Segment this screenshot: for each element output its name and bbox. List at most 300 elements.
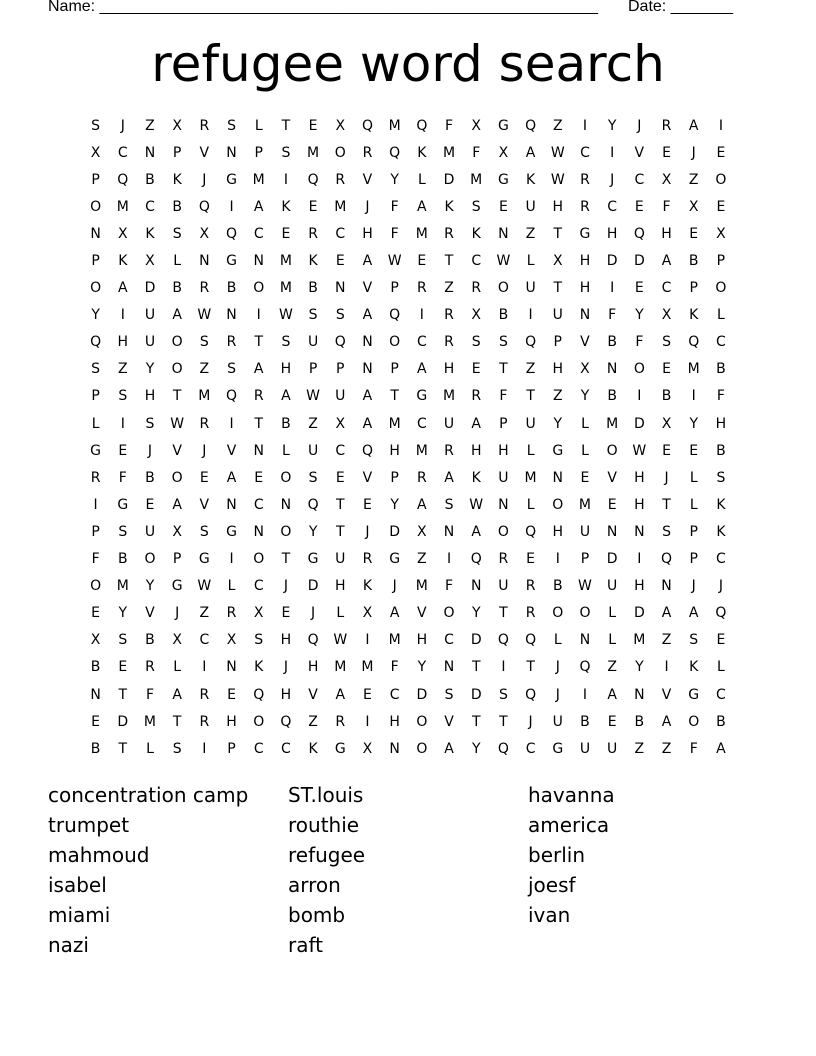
- grid-cell[interactable]: I: [637, 551, 642, 568]
- grid-cell[interactable]: E: [471, 361, 481, 378]
- grid-cell[interactable]: R: [335, 713, 346, 730]
- grid-cell[interactable]: Z: [552, 388, 563, 405]
- grid-cell[interactable]: Y: [390, 171, 399, 188]
- grid-cell[interactable]: X: [498, 144, 509, 161]
- grid-cell[interactable]: T: [553, 280, 563, 297]
- grid-cell[interactable]: N: [389, 740, 400, 757]
- grid-cell[interactable]: M: [307, 144, 320, 161]
- grid-cell[interactable]: M: [252, 171, 265, 188]
- grid-cell[interactable]: Q: [389, 144, 401, 161]
- grid-cell[interactable]: K: [417, 144, 427, 161]
- grid-cell[interactable]: V: [607, 469, 617, 486]
- grid-cell[interactable]: Q: [525, 334, 537, 351]
- grid-cell[interactable]: V: [661, 686, 672, 703]
- grid-cell[interactable]: X: [90, 144, 101, 161]
- grid-cell[interactable]: N: [226, 659, 237, 676]
- grid-cell[interactable]: B: [145, 171, 155, 188]
- grid-cell[interactable]: T: [254, 415, 263, 432]
- grid-cell[interactable]: Z: [145, 117, 155, 134]
- grid-cell[interactable]: J: [147, 442, 153, 459]
- grid-cell[interactable]: V: [362, 469, 373, 486]
- grid-cell[interactable]: E: [607, 713, 617, 730]
- grid-cell[interactable]: S: [118, 523, 128, 540]
- grid-cell[interactable]: S: [227, 361, 236, 378]
- grid-cell[interactable]: K: [689, 659, 699, 676]
- grid-cell[interactable]: H: [634, 469, 645, 486]
- grid-cell[interactable]: L: [173, 253, 182, 270]
- grid-cell[interactable]: R: [226, 605, 237, 622]
- grid-cell[interactable]: H: [606, 225, 618, 242]
- grid-cell[interactable]: Q: [280, 713, 292, 730]
- grid-cell[interactable]: O: [280, 523, 292, 540]
- grid-cell[interactable]: W: [578, 578, 592, 595]
- grid-cell[interactable]: Q: [525, 632, 537, 649]
- grid-cell[interactable]: M: [198, 388, 211, 405]
- grid-cell[interactable]: M: [415, 578, 428, 595]
- grid-cell[interactable]: T: [526, 388, 535, 405]
- grid-cell[interactable]: A: [661, 605, 672, 622]
- grid-cell[interactable]: U: [498, 469, 509, 486]
- grid-cell[interactable]: B: [145, 632, 155, 649]
- grid-cell[interactable]: Q: [307, 171, 319, 188]
- grid-cell[interactable]: M: [442, 388, 456, 405]
- grid-cell[interactable]: T: [499, 361, 508, 378]
- grid-cell[interactable]: F: [91, 551, 100, 568]
- grid-cell[interactable]: B: [117, 551, 128, 568]
- grid-cell[interactable]: H: [552, 523, 564, 540]
- grid-cell[interactable]: O: [715, 171, 727, 188]
- grid-cell[interactable]: C: [117, 144, 128, 161]
- grid-cell[interactable]: E: [281, 225, 291, 242]
- grid-cell[interactable]: Q: [497, 632, 509, 649]
- grid-cell[interactable]: C: [253, 225, 264, 242]
- grid-cell[interactable]: Y: [580, 388, 590, 405]
- grid-cell[interactable]: J: [283, 578, 288, 595]
- grid-cell[interactable]: Y: [471, 605, 481, 622]
- grid-cell[interactable]: J: [392, 578, 397, 595]
- grid-cell[interactable]: O: [171, 334, 183, 351]
- grid-cell[interactable]: I: [582, 117, 588, 134]
- grid-cell[interactable]: G: [552, 442, 564, 459]
- grid-cell[interactable]: O: [389, 334, 401, 351]
- grid-cell[interactable]: Z: [525, 225, 536, 242]
- grid-cell[interactable]: E: [308, 117, 318, 134]
- grid-cell[interactable]: F: [390, 659, 399, 676]
- grid-cell[interactable]: Q: [715, 605, 727, 622]
- grid-cell[interactable]: K: [118, 253, 128, 270]
- grid-cell[interactable]: V: [444, 713, 454, 730]
- grid-cell[interactable]: O: [253, 713, 265, 730]
- grid-cell[interactable]: O: [579, 605, 591, 622]
- grid-cell[interactable]: H: [280, 361, 292, 378]
- grid-cell[interactable]: N: [90, 225, 101, 242]
- grid-cell[interactable]: E: [281, 605, 291, 622]
- grid-cell[interactable]: B: [607, 388, 617, 405]
- grid-cell[interactable]: M: [388, 415, 401, 432]
- grid-cell[interactable]: K: [362, 578, 373, 595]
- grid-cell[interactable]: S: [172, 225, 182, 242]
- grid-cell[interactable]: P: [689, 551, 698, 568]
- grid-cell[interactable]: B: [716, 713, 726, 730]
- grid-cell[interactable]: S: [145, 415, 155, 432]
- grid-cell[interactable]: H: [634, 578, 645, 595]
- grid-cell[interactable]: O: [443, 605, 455, 622]
- grid-cell[interactable]: U: [525, 280, 536, 297]
- grid-cell[interactable]: I: [528, 307, 533, 324]
- grid-cell[interactable]: G: [226, 523, 237, 540]
- grid-cell[interactable]: H: [416, 632, 428, 649]
- grid-cell[interactable]: I: [93, 496, 98, 513]
- grid-cell[interactable]: T: [471, 659, 481, 676]
- grid-cell[interactable]: H: [579, 280, 591, 297]
- grid-cell[interactable]: S: [689, 632, 699, 649]
- grid-cell[interactable]: I: [419, 307, 424, 324]
- grid-cell[interactable]: H: [307, 659, 319, 676]
- grid-cell[interactable]: Y: [689, 415, 698, 432]
- grid-cell[interactable]: B: [498, 307, 509, 324]
- grid-cell[interactable]: Y: [145, 578, 155, 595]
- grid-cell[interactable]: N: [144, 144, 156, 161]
- grid-cell[interactable]: H: [117, 334, 129, 351]
- grid-cell[interactable]: M: [334, 198, 347, 215]
- grid-cell[interactable]: M: [415, 442, 428, 459]
- grid-cell[interactable]: I: [365, 713, 370, 730]
- grid-cell[interactable]: E: [308, 198, 318, 215]
- grid-cell[interactable]: A: [117, 280, 128, 297]
- grid-cell[interactable]: A: [362, 415, 373, 432]
- grid-cell[interactable]: Z: [417, 551, 427, 568]
- grid-cell[interactable]: L: [91, 415, 100, 432]
- grid-cell[interactable]: A: [253, 198, 264, 215]
- grid-cell[interactable]: O: [253, 551, 265, 568]
- grid-cell[interactable]: L: [717, 307, 725, 324]
- grid-cell[interactable]: Q: [117, 171, 129, 188]
- grid-cell[interactable]: K: [716, 496, 726, 513]
- grid-cell[interactable]: D: [633, 605, 645, 622]
- grid-cell[interactable]: T: [254, 334, 263, 351]
- grid-cell[interactable]: R: [525, 605, 536, 622]
- grid-cell[interactable]: T: [118, 686, 128, 703]
- grid-cell[interactable]: N: [661, 578, 672, 595]
- grid-cell[interactable]: L: [146, 740, 154, 757]
- grid-cell[interactable]: H: [634, 496, 645, 513]
- grid-cell[interactable]: P: [91, 171, 100, 188]
- grid-cell[interactable]: F: [499, 388, 508, 405]
- grid-cell[interactable]: P: [91, 253, 100, 270]
- grid-cell[interactable]: M: [442, 144, 456, 161]
- grid-cell[interactable]: G: [171, 578, 183, 595]
- grid-cell[interactable]: T: [662, 496, 671, 513]
- grid-cell[interactable]: A: [335, 686, 346, 703]
- grid-cell[interactable]: F: [608, 307, 617, 324]
- grid-cell[interactable]: W: [306, 388, 321, 405]
- grid-cell[interactable]: H: [226, 713, 237, 730]
- grid-cell[interactable]: Q: [661, 551, 673, 568]
- grid-cell[interactable]: E: [716, 198, 726, 215]
- grid-cell[interactable]: E: [634, 280, 644, 297]
- grid-cell[interactable]: P: [91, 523, 100, 540]
- grid-cell[interactable]: N: [253, 442, 264, 459]
- grid-cell[interactable]: Q: [688, 334, 700, 351]
- grid-cell[interactable]: X: [688, 198, 699, 215]
- grid-cell[interactable]: W: [333, 632, 348, 649]
- grid-cell[interactable]: U: [525, 198, 536, 215]
- grid-cell[interactable]: L: [689, 469, 698, 486]
- grid-cell[interactable]: A: [444, 740, 454, 757]
- grid-cell[interactable]: I: [610, 144, 615, 161]
- grid-cell[interactable]: O: [416, 740, 428, 757]
- grid-cell[interactable]: I: [120, 415, 125, 432]
- grid-cell[interactable]: X: [471, 117, 482, 134]
- grid-cell[interactable]: Z: [552, 117, 563, 134]
- grid-cell[interactable]: I: [664, 659, 669, 676]
- grid-cell[interactable]: A: [362, 307, 373, 324]
- grid-cell[interactable]: R: [498, 551, 509, 568]
- grid-cell[interactable]: J: [175, 605, 180, 622]
- grid-cell[interactable]: P: [553, 334, 562, 351]
- grid-cell[interactable]: X: [172, 632, 182, 649]
- grid-cell[interactable]: L: [336, 605, 345, 622]
- grid-cell[interactable]: J: [610, 171, 615, 188]
- grid-cell[interactable]: I: [718, 117, 723, 134]
- grid-cell[interactable]: X: [552, 253, 563, 270]
- grid-cell[interactable]: E: [145, 496, 155, 513]
- grid-cell[interactable]: Q: [470, 551, 482, 568]
- grid-cell[interactable]: R: [525, 578, 536, 595]
- grid-cell[interactable]: N: [498, 496, 509, 513]
- grid-cell[interactable]: S: [281, 334, 291, 351]
- grid-cell[interactable]: B: [607, 334, 617, 351]
- grid-cell[interactable]: E: [118, 442, 128, 459]
- grid-cell[interactable]: S: [91, 361, 101, 378]
- grid-cell[interactable]: M: [143, 713, 157, 730]
- grid-cell[interactable]: O: [90, 280, 102, 297]
- grid-cell[interactable]: Z: [444, 280, 454, 297]
- grid-cell[interactable]: U: [579, 523, 591, 540]
- grid-cell[interactable]: E: [227, 686, 236, 703]
- grid-cell[interactable]: R: [362, 551, 373, 568]
- grid-cell[interactable]: R: [199, 713, 210, 730]
- grid-cell[interactable]: N: [226, 496, 237, 513]
- grid-cell[interactable]: D: [307, 578, 319, 595]
- grid-cell[interactable]: N: [606, 361, 618, 378]
- grid-cell[interactable]: X: [172, 117, 182, 134]
- grid-cell[interactable]: K: [145, 225, 155, 242]
- grid-cell[interactable]: Z: [607, 659, 617, 676]
- grid-cell[interactable]: E: [662, 361, 671, 378]
- grid-cell[interactable]: Q: [198, 198, 210, 215]
- grid-cell[interactable]: X: [172, 523, 182, 540]
- grid-cell[interactable]: S: [444, 496, 454, 513]
- grid-cell[interactable]: I: [120, 307, 125, 324]
- grid-cell[interactable]: G: [416, 388, 428, 405]
- grid-cell[interactable]: N: [579, 632, 591, 649]
- grid-cell[interactable]: J: [365, 198, 370, 215]
- grid-cell[interactable]: P: [254, 144, 263, 161]
- grid-cell[interactable]: X: [362, 740, 373, 757]
- grid-cell[interactable]: B: [661, 388, 672, 405]
- grid-cell[interactable]: I: [229, 415, 234, 432]
- grid-cell[interactable]: T: [499, 605, 508, 622]
- grid-cell[interactable]: V: [417, 605, 427, 622]
- grid-cell[interactable]: E: [254, 469, 264, 486]
- grid-cell[interactable]: G: [497, 171, 509, 188]
- grid-cell[interactable]: S: [444, 686, 454, 703]
- grid-cell[interactable]: I: [501, 659, 506, 676]
- grid-cell[interactable]: I: [555, 551, 560, 568]
- grid-cell[interactable]: L: [282, 442, 290, 459]
- grid-cell[interactable]: Y: [308, 523, 318, 540]
- grid-cell[interactable]: S: [662, 523, 671, 540]
- grid-cell[interactable]: O: [171, 361, 183, 378]
- grid-cell[interactable]: N: [90, 686, 101, 703]
- grid-cell[interactable]: R: [90, 469, 101, 486]
- grid-cell[interactable]: L: [608, 632, 617, 649]
- grid-cell[interactable]: Y: [390, 496, 399, 513]
- grid-cell[interactable]: U: [552, 713, 563, 730]
- grid-cell[interactable]: C: [716, 551, 726, 568]
- grid-cell[interactable]: W: [170, 415, 185, 432]
- grid-cell[interactable]: D: [606, 253, 618, 270]
- grid-cell[interactable]: M: [279, 280, 292, 297]
- grid-cell[interactable]: F: [390, 225, 399, 242]
- grid-cell[interactable]: C: [525, 740, 536, 757]
- grid-cell[interactable]: O: [688, 713, 700, 730]
- grid-cell[interactable]: A: [688, 117, 699, 134]
- grid-cell[interactable]: O: [633, 361, 645, 378]
- grid-cell[interactable]: N: [362, 334, 373, 351]
- grid-cell[interactable]: M: [388, 632, 401, 649]
- grid-cell[interactable]: A: [172, 496, 182, 513]
- grid-cell[interactable]: N: [253, 523, 264, 540]
- grid-cell[interactable]: Y: [635, 307, 644, 324]
- grid-cell[interactable]: K: [444, 198, 454, 215]
- grid-cell[interactable]: A: [661, 713, 672, 730]
- grid-cell[interactable]: N: [226, 144, 237, 161]
- grid-cell[interactable]: T: [336, 496, 345, 513]
- grid-cell[interactable]: K: [308, 253, 318, 270]
- grid-cell[interactable]: O: [606, 442, 618, 459]
- grid-cell[interactable]: W: [469, 496, 484, 513]
- grid-cell[interactable]: G: [198, 551, 210, 568]
- grid-cell[interactable]: X: [335, 415, 346, 432]
- grid-cell[interactable]: V: [362, 280, 373, 297]
- grid-cell[interactable]: H: [498, 442, 509, 459]
- grid-cell[interactable]: B: [716, 361, 726, 378]
- grid-cell[interactable]: T: [281, 117, 291, 134]
- grid-cell[interactable]: A: [253, 361, 264, 378]
- grid-cell[interactable]: C: [716, 686, 726, 703]
- grid-cell[interactable]: Z: [117, 361, 128, 378]
- name-field-label[interactable]: Name: ________________________________________________________: [48, 0, 598, 15]
- grid-cell[interactable]: R: [444, 442, 454, 459]
- grid-cell[interactable]: V: [308, 686, 318, 703]
- grid-cell[interactable]: W: [496, 253, 511, 270]
- grid-cell[interactable]: F: [118, 469, 127, 486]
- grid-cell[interactable]: T: [172, 713, 182, 730]
- grid-cell[interactable]: X: [145, 253, 155, 270]
- grid-cell[interactable]: K: [689, 307, 699, 324]
- grid-cell[interactable]: A: [362, 388, 373, 405]
- grid-cell[interactable]: N: [443, 659, 455, 676]
- grid-cell[interactable]: A: [281, 388, 291, 405]
- grid-cell[interactable]: V: [199, 496, 210, 513]
- grid-cell[interactable]: R: [308, 225, 318, 242]
- grid-cell[interactable]: S: [118, 632, 128, 649]
- grid-cell[interactable]: S: [172, 740, 182, 757]
- grid-cell[interactable]: Z: [661, 632, 672, 649]
- grid-cell[interactable]: C: [607, 198, 618, 215]
- grid-cell[interactable]: X: [253, 605, 264, 622]
- grid-cell[interactable]: O: [552, 496, 564, 513]
- grid-cell[interactable]: Q: [307, 632, 319, 649]
- grid-cell[interactable]: H: [144, 388, 156, 405]
- grid-cell[interactable]: H: [280, 686, 292, 703]
- grid-cell[interactable]: G: [334, 740, 346, 757]
- grid-cell[interactable]: Y: [417, 659, 427, 676]
- grid-cell[interactable]: L: [526, 442, 535, 459]
- grid-cell[interactable]: B: [90, 659, 101, 676]
- grid-cell[interactable]: T: [390, 388, 399, 405]
- grid-cell[interactable]: E: [716, 632, 726, 649]
- grid-cell[interactable]: S: [254, 632, 264, 649]
- grid-cell[interactable]: S: [498, 334, 508, 351]
- grid-cell[interactable]: T: [471, 713, 481, 730]
- grid-cell[interactable]: U: [498, 578, 509, 595]
- grid-cell[interactable]: R: [226, 334, 237, 351]
- grid-cell[interactable]: E: [580, 469, 590, 486]
- grid-cell[interactable]: W: [387, 253, 402, 270]
- grid-cell[interactable]: S: [716, 469, 726, 486]
- grid-cell[interactable]: X: [661, 415, 672, 432]
- grid-cell[interactable]: C: [253, 740, 264, 757]
- grid-cell[interactable]: X: [199, 225, 210, 242]
- grid-cell[interactable]: O: [90, 578, 102, 595]
- grid-cell[interactable]: E: [335, 469, 345, 486]
- grid-cell[interactable]: W: [197, 578, 212, 595]
- grid-cell[interactable]: L: [254, 117, 263, 134]
- grid-cell[interactable]: I: [229, 551, 234, 568]
- grid-cell[interactable]: L: [227, 578, 236, 595]
- grid-cell[interactable]: Z: [525, 361, 536, 378]
- grid-cell[interactable]: J: [283, 659, 288, 676]
- grid-cell[interactable]: I: [582, 686, 588, 703]
- grid-cell[interactable]: Q: [633, 225, 645, 242]
- grid-cell[interactable]: C: [416, 415, 427, 432]
- grid-cell[interactable]: K: [254, 659, 264, 676]
- grid-cell[interactable]: N: [226, 307, 237, 324]
- grid-cell[interactable]: L: [581, 415, 589, 432]
- grid-cell[interactable]: A: [417, 361, 427, 378]
- grid-cell[interactable]: T: [553, 225, 563, 242]
- grid-cell[interactable]: P: [390, 469, 399, 486]
- grid-cell[interactable]: D: [144, 280, 156, 297]
- grid-cell[interactable]: J: [637, 117, 642, 134]
- grid-cell[interactable]: E: [498, 198, 508, 215]
- grid-cell[interactable]: T: [118, 740, 128, 757]
- grid-cell[interactable]: R: [416, 469, 427, 486]
- grid-cell[interactable]: S: [662, 334, 671, 351]
- grid-cell[interactable]: C: [634, 171, 645, 188]
- grid-cell[interactable]: N: [280, 496, 292, 513]
- grid-cell[interactable]: R: [444, 225, 454, 242]
- grid-cell[interactable]: P: [716, 253, 726, 270]
- grid-cell[interactable]: J: [202, 442, 207, 459]
- grid-cell[interactable]: C: [335, 225, 346, 242]
- grid-cell[interactable]: R: [199, 280, 210, 297]
- grid-cell[interactable]: G: [688, 686, 700, 703]
- grid-cell[interactable]: N: [470, 578, 482, 595]
